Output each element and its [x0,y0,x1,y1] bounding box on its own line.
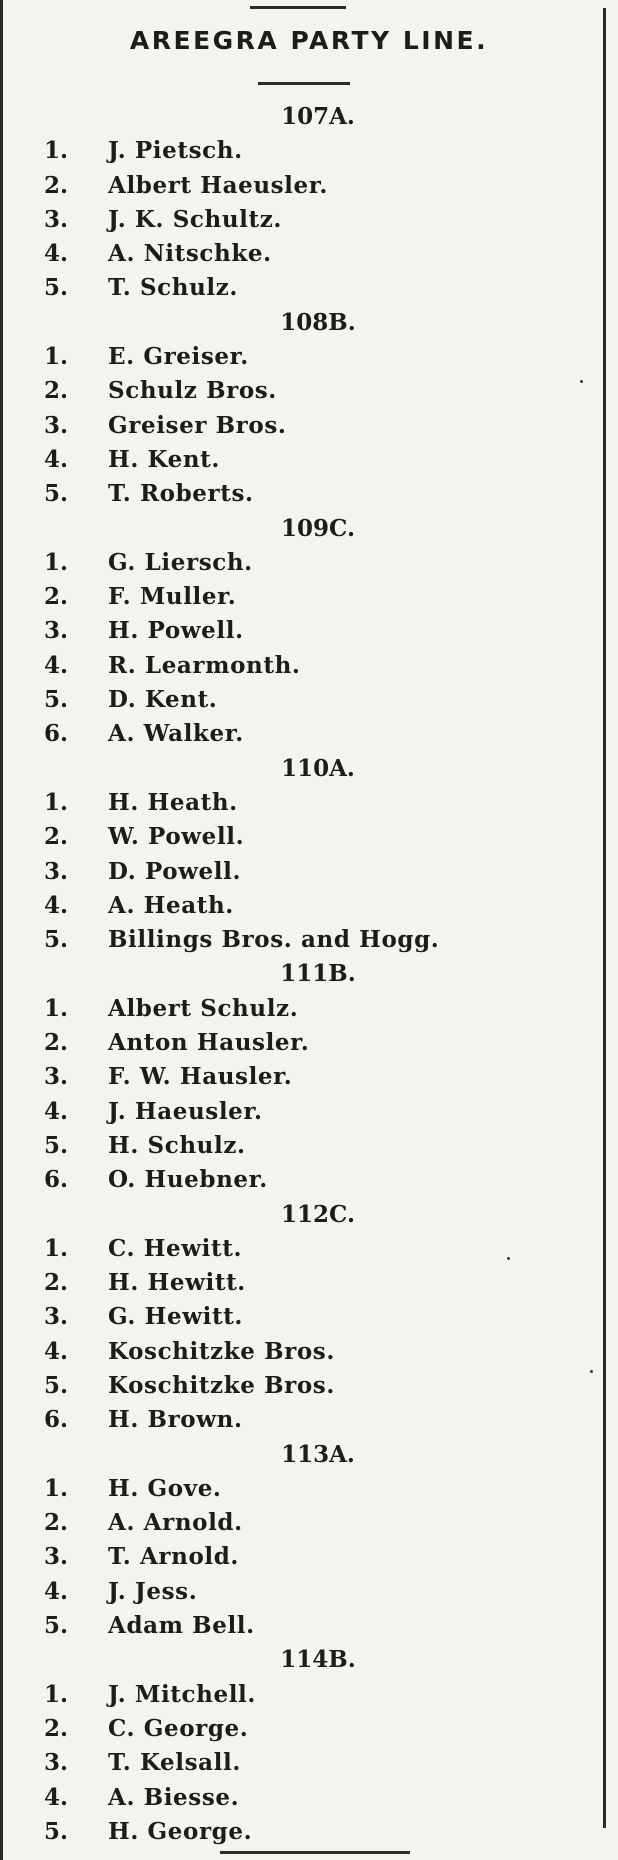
entry-number: 1. [44,1234,69,1262]
entry-name: H. George. [108,1817,253,1845]
entry-name: D. Kent. [108,686,218,714]
list-item [44,237,564,271]
entry-name: F. W. Hausler. [108,1063,293,1091]
entry-name: Koschitzke Bros. [108,1371,335,1399]
list-item [44,1609,564,1643]
list-item [44,580,564,614]
list-item [44,1335,564,1369]
entry-name: T. Roberts. [108,480,254,508]
list-item [44,923,564,957]
entry-name: J. K. Schultz. [108,205,283,233]
list-item [44,1815,564,1849]
list-item [44,443,564,477]
entry-number: 4. [44,445,69,473]
entry-name: Albert Haeusler. [108,171,328,199]
list-item [44,1300,564,1334]
entry-number: 5. [44,1371,69,1399]
entry-name: Billings Bros. and Hogg. [108,926,440,954]
list-item [44,1403,564,1437]
list-item [44,855,564,889]
entry-number: 3. [44,205,69,233]
entry-number: 4. [44,891,69,919]
list-item [44,614,564,648]
list-item [44,1129,564,1163]
group-heading: 114B. [280,1646,356,1674]
entry-name: C. George. [108,1714,249,1742]
entry-number: 6. [44,1166,69,1194]
entry-name: J. Haeusler. [108,1097,263,1125]
list-item [44,374,564,408]
entry-number: 2. [44,377,69,405]
entry-number: 4. [44,651,69,679]
group-heading: 107A. [281,103,355,130]
page-title: AREEGRA PARTY LINE. [129,26,489,55]
entry-name: Koschitzke Bros. [108,1337,335,1365]
entry-number: 6. [44,1406,69,1434]
list-item [44,169,564,203]
entry-name: G. Hewitt. [108,1303,243,1331]
entry-number: 3. [44,1749,69,1777]
list-item [44,1163,564,1197]
list-item [44,1232,564,1266]
entry-name: T. Schulz. [108,274,239,302]
group-heading: 113A. [281,1440,355,1468]
list-item [44,1095,564,1129]
party-line-list [44,100,564,1849]
list-item [44,889,564,923]
entry-number: 1. [44,343,69,371]
entry-number: 5. [44,1817,69,1845]
entry-number: 2. [44,1029,69,1057]
entry-name: H. Brown. [108,1406,243,1434]
list-item [44,1060,564,1094]
print-speck [580,380,583,383]
list-item [44,992,564,1026]
entry-number: 3. [44,1543,69,1571]
entry-number: 2. [44,1714,69,1742]
list-item [44,1506,564,1540]
entry-number: 2. [44,171,69,199]
entry-name: E. Greiser. [108,343,249,371]
entry-name: Anton Hausler. [108,1029,310,1057]
column-rule-left [0,0,3,1860]
entry-number: 3. [44,411,69,439]
entry-name: A. Nitschke. [108,240,272,268]
list-item [44,1678,564,1712]
entry-name: Adam Bell. [108,1612,255,1640]
entry-name: H. Powell. [108,617,244,645]
list-item [44,820,564,854]
list-item [44,683,564,717]
list-item [44,546,564,580]
entry-number: 4. [44,1783,69,1811]
list-item [44,1746,564,1780]
entry-number: 6. [44,720,69,748]
entry-number: 4. [44,240,69,268]
entry-number: 1. [44,548,69,576]
entry-number: 4. [44,1577,69,1605]
entry-name: R. Learmonth. [108,651,301,679]
entry-number: 5. [44,1131,69,1159]
entry-number: 2. [44,1509,69,1537]
entry-number: 3. [44,857,69,885]
entry-name: A. Walker. [108,720,244,748]
list-item [44,1369,564,1403]
entry-number: 1. [44,137,69,165]
list-item [44,1575,564,1609]
entry-name: Albert Schulz. [108,994,299,1022]
entry-number: 1. [44,1680,69,1708]
list-item [44,134,564,168]
entry-name: A. Arnold. [108,1509,243,1537]
entry-number: 2. [44,583,69,611]
list-item [44,786,564,820]
bottom-divider [220,1851,410,1854]
entry-name: H. Kent. [108,445,221,473]
entry-name: H. Heath. [108,788,238,816]
entry-number: 2. [44,1269,69,1297]
top-divider [250,6,346,9]
entry-name: D. Powell. [108,857,242,885]
entry-name: H. Hewitt. [108,1269,246,1297]
entry-number: 4. [44,1337,69,1365]
entry-name: T. Kelsall. [108,1749,241,1777]
entry-name: J. Mitchell. [108,1680,256,1708]
column-rule-right [603,8,606,1828]
list-item [44,1540,564,1574]
entry-number: 5. [44,480,69,508]
group-heading: 111B. [280,960,356,988]
entry-number: 3. [44,1303,69,1331]
entry-number: 3. [44,1063,69,1091]
entry-name: W. Powell. [108,823,245,851]
entry-number: 5. [44,1612,69,1640]
title-divider [258,82,350,85]
entry-number: 1. [44,1474,69,1502]
entry-name: J. Jess. [108,1577,198,1605]
list-item [44,340,564,374]
list-item [44,717,564,751]
entry-number: 5. [44,274,69,302]
entry-name: A. Heath. [108,891,234,919]
entry-number: 5. [44,926,69,954]
entry-name: J. Pietsch. [108,137,243,165]
list-item [44,1026,564,1060]
entry-number: 1. [44,994,69,1022]
print-speck [590,1370,593,1373]
entry-name: H. Gove. [108,1474,222,1502]
entry-name: G. Liersch. [108,548,253,576]
list-item [44,271,564,305]
entry-name: Greiser Bros. [108,411,287,439]
entry-number: 4. [44,1097,69,1125]
list-item [44,1781,564,1815]
list-item [44,1472,564,1506]
list-item [44,477,564,511]
list-item [44,1266,564,1300]
entry-name: O. Huebner. [108,1166,268,1194]
entry-name: C. Hewitt. [108,1234,243,1262]
list-item [44,649,564,683]
entry-number: 1. [44,788,69,816]
entry-number: 3. [44,617,69,645]
group-heading: 109C. [281,514,355,542]
list-item [44,1712,564,1746]
list-item [44,203,564,237]
entry-name: A. Biesse. [108,1783,240,1811]
entry-name: F. Muller. [108,583,237,611]
group-heading: 108B. [280,308,356,336]
list-item [44,409,564,443]
group-heading: 110A. [281,754,355,782]
print-speck [507,1257,510,1260]
entry-name: Schulz Bros. [108,377,277,405]
entry-name: H. Schulz. [108,1131,246,1159]
entry-number: 5. [44,686,69,714]
entry-name: T. Arnold. [108,1543,240,1571]
entry-number: 2. [44,823,69,851]
group-heading: 112C. [281,1200,355,1228]
